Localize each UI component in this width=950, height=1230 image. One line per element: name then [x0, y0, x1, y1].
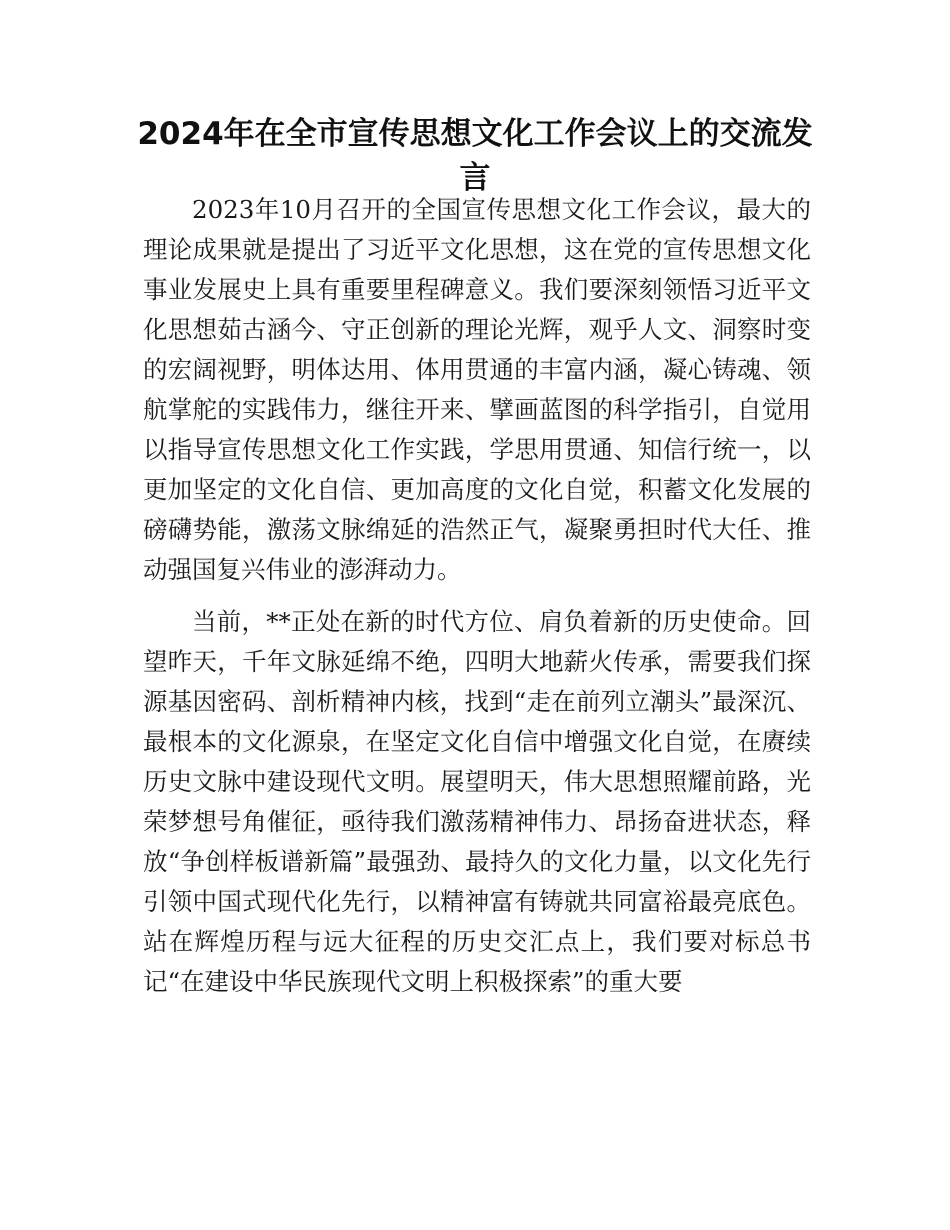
paragraph: 2023年10月召开的全国宣传思想文化工作会议，最大的理论成果就是提出了习近平文化思想，这在党的宣传思想文化事业发展史上具有重要里程碑意义。我们要深刻领悟习近平文化思想茹古涵今、守正创新的理论光辉，观乎人文、洞察时变的宏阔视野，明体达用、体用贯通的丰富内涵，凝心铸魂、领航掌舵的实践伟力，继往开来、擘画蓝图的科学指引，自觉用以指导宣传思想文化工作实践，学思用贯通、知信行统一，以更加坚定的文化自信、更加高度的文化自觉，积蓄文化发展的磅礴势能，激荡文脉绵延的浩然正气，凝聚勇担时代大任、推动强国复兴伟业的澎湃动力。	[143, 195, 811, 584]
paragraph: 当前，**正处在新的时代方位、肩负着新的历史使命。回望昨天，千年文脉延绵不绝，四明大地薪火传承，需要我们探源基因密码、剖析精神内核，找到“走在前列立潮头”最深沉、最根本的文化源泉，在坚定文化自信中增强文化自觉，在赓续历史文脉中建设现代文明。展望明天，伟大思想照耀前路，光荣梦想号角催征，亟待我们激荡精神伟力、昂扬奋进状态，释放“争创样板谱新篇”最强劲、最持久的文化力量，以文化先行引领中国式现代化先行，以精神富有铸就共同富裕最亮底色。站在辉煌历程与远大征程的历史交汇点上，我们要对标总书记“在建设中华民族现代文明上积极探索”的重大要	[143, 607, 811, 996]
document-body	[143, 190, 811, 1014]
document-title: 2024年在全市宣传思想文化工作会议上的交流发言	[137, 116, 813, 196]
